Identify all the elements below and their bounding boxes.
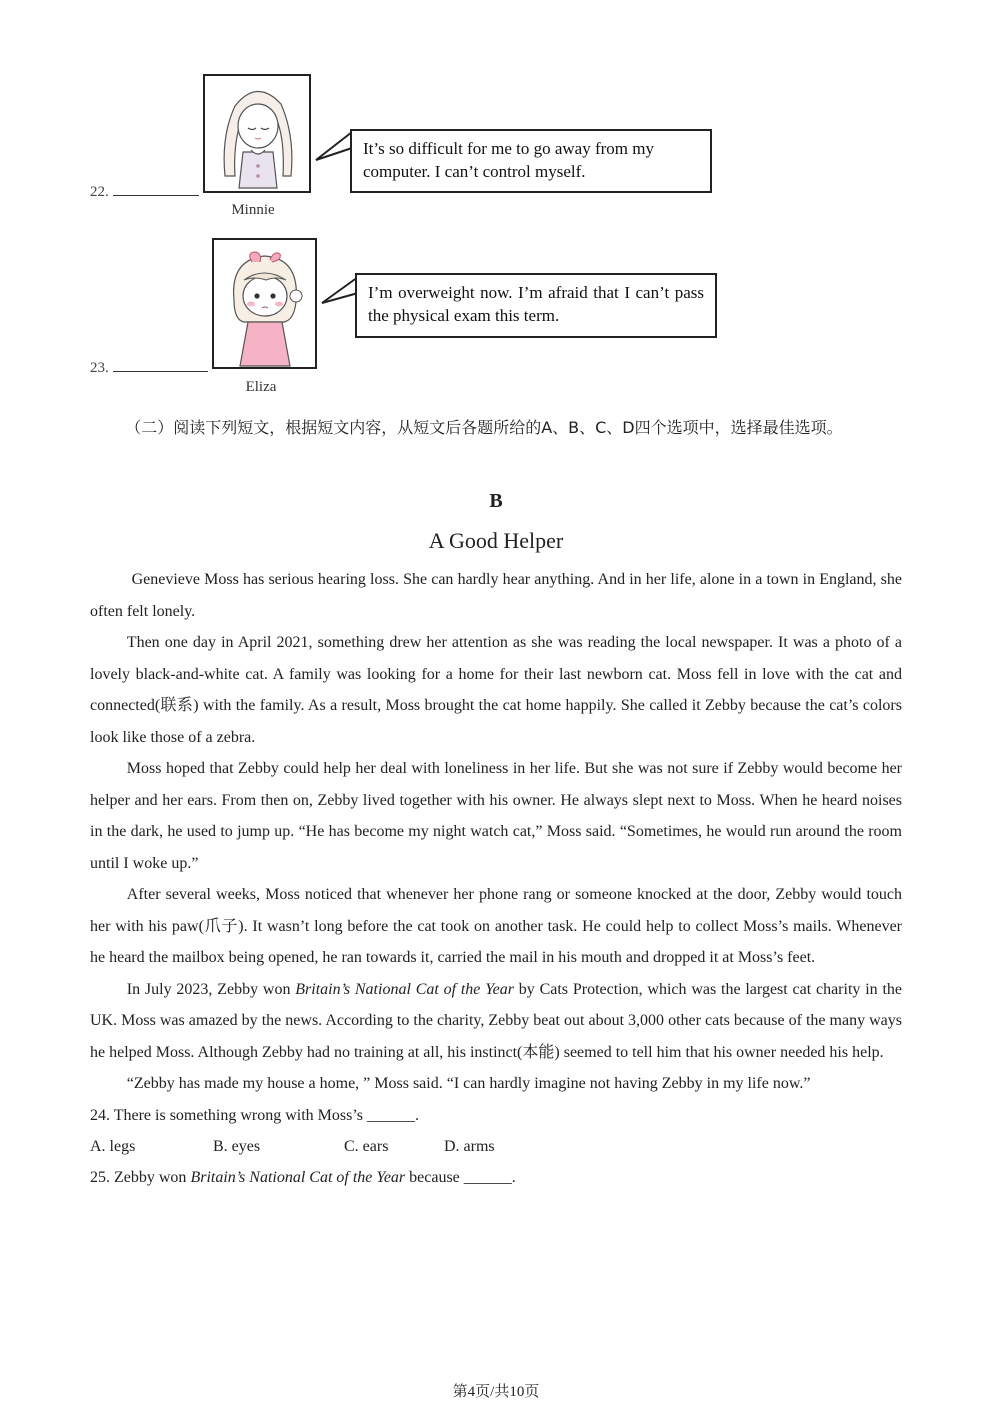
passage-body — [90, 564, 902, 1194]
question-number-22: 22. — [90, 181, 199, 201]
question-25: 25. Zebby won Britain’s National Cat of the Year because ______. — [90, 1169, 516, 1186]
portrait-eliza — [212, 238, 317, 369]
section-instruction: （二）阅读下列短文，根据短文内容，从短文后各题所给的A、B、C、D四个选项中，选择最佳选项。 — [125, 418, 843, 437]
speech-bubble-eliza: I’m overweight now. I’m afraid that I can’t pass the physical exam this term. — [355, 273, 717, 338]
name-label-eliza: Eliza — [245, 379, 277, 395]
speech-tail — [312, 130, 354, 168]
girl-illustration-icon — [205, 76, 309, 191]
question-24-options — [90, 1131, 902, 1162]
question-number-23: 23. — [90, 357, 208, 377]
paragraph-6: “Zebby has made my house a home, ” Moss said. “I can hardly imagine not having Zebby in my life now.” — [126, 1075, 811, 1092]
option-a: A. legs — [90, 1138, 136, 1155]
girl-illustration-icon — [214, 240, 315, 367]
award-name: Britain’s National Cat of the Year — [190, 1169, 406, 1186]
section-letter: B — [489, 490, 503, 512]
answer-blank — [113, 357, 208, 372]
option-c: C. ears — [344, 1138, 389, 1155]
name-label-minnie: Minnie — [231, 202, 275, 218]
paragraph-2: Then one day in April 2021, something drew her attention as she was reading the local newspaper. It was a photo of a lovely black-and-white cat. A family was looking for a home for their last newborn cat. Moss fell in love with the cat and connected(联系) with the family. As a result, Moss brought the cat home happily. She called it Zebby because the cat’s colors look like those of a zebra. — [90, 634, 902, 746]
paragraph-5: In July 2023, Zebby won Britain’s National Cat of the Year by Cats Protection, which was the largest cat charity in the UK. Moss was amazed by the news. According to the charity, Zebby beat out about 3,000 other cats because of the many ways he helped Moss. Although Zebby had no training at all, his instinct(本能) seemed to tell him that his owner needed his help. — [90, 980, 902, 1061]
page-footer: 第4页/共10页 — [452, 1384, 540, 1400]
paragraph-4: After several weeks, Moss noticed that whenever her phone rang or someone knocked at the door, Zebby would touch her with his paw(爪子). It wasn’t long before the cat took on another task. He could help to collect Moss’s mails. Whenever he heard the mailbox being opened, he ran towards it, carried the mail in his mouth and dropped it at Moss’s feet. — [90, 886, 902, 966]
portrait-minnie — [203, 74, 311, 193]
answer-blank — [113, 181, 199, 196]
option-d: D. arms — [444, 1138, 495, 1155]
speech-tail — [318, 275, 360, 313]
question-24: 24. There is something wrong with Moss’s ______. — [90, 1106, 420, 1124]
paragraph-1: Genevieve Moss has serious hearing loss. She can hardly hear anything. And in her life, alone in a town in England, she often felt lonely. — [90, 571, 902, 620]
speech-bubble-minnie: It’s so difficult for me to go away from my computer. I can’t control myself. — [350, 129, 712, 193]
paragraph-3: Moss hoped that Zebby could help her deal with loneliness in her life. But she was not sure if Zebby would become her helper and her ears. From then on, Zebby lived together with his owner. He always slept next to Moss. When he heard noises in the dark, he used to jump up. “He has become my night watch cat,” Moss said. “Sometimes, he would run around the room until I woke up.” — [90, 760, 902, 872]
option-b: B. eyes — [213, 1138, 261, 1155]
award-name: Britain’s National Cat of the Year — [295, 980, 514, 998]
passage-title: A Good Helper — [428, 528, 564, 553]
